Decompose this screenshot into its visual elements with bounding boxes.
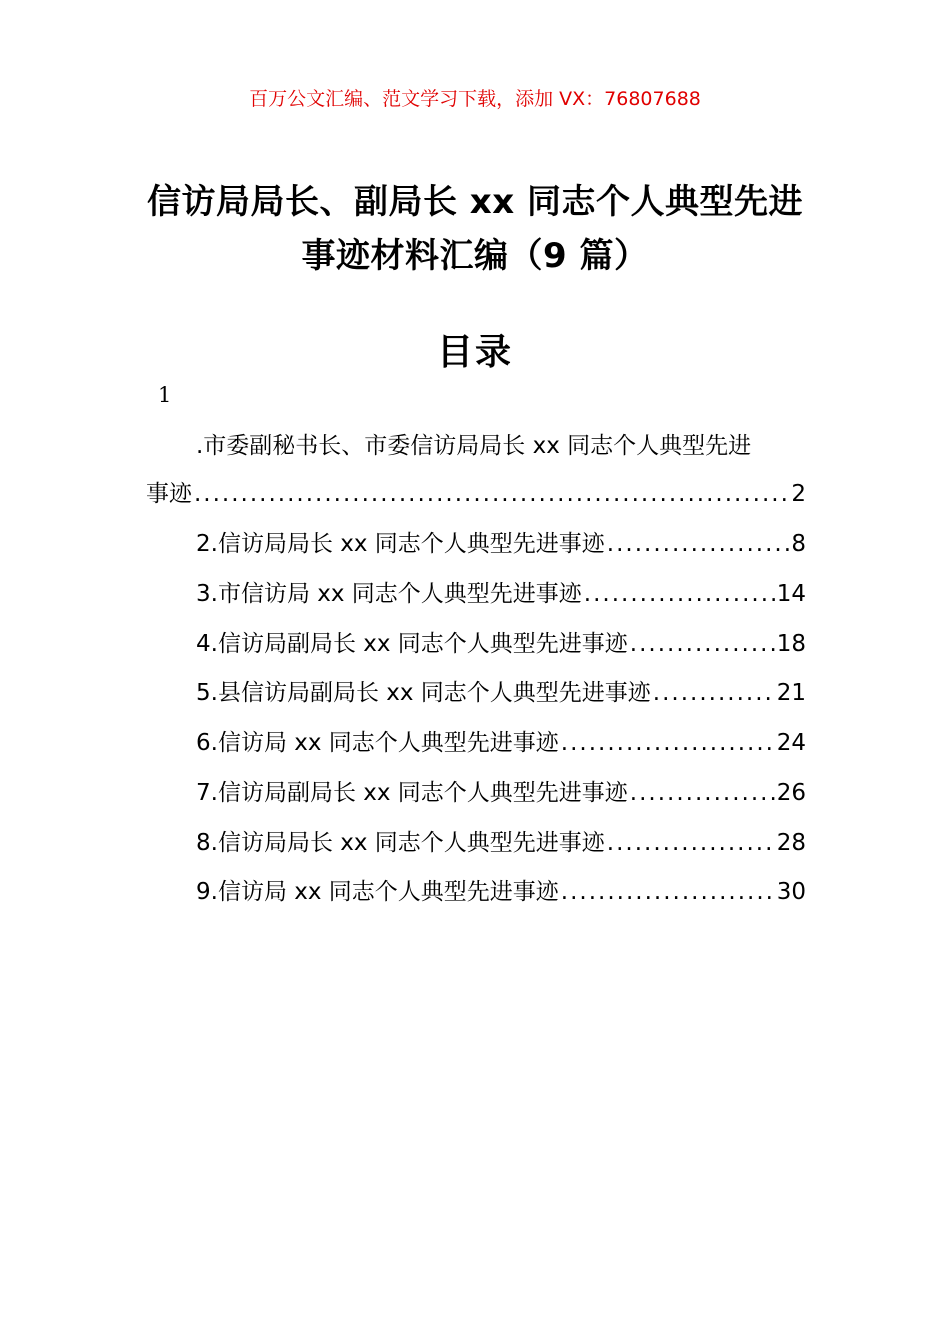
toc-entry-text: 9.信访局 xx 同志个人典型先进事迹	[196, 879, 559, 905]
toc-page-number: 18	[776, 631, 806, 657]
toc-leader-dots	[653, 675, 775, 711]
toc-leader-dots	[607, 526, 790, 562]
toc-entry-4[interactable]	[196, 626, 806, 662]
toc-heading: 目录	[436, 332, 513, 373]
toc-page-number: 2	[791, 481, 806, 507]
toc-entry-text: 6.信访局 xx 同志个人典型先进事迹	[196, 730, 559, 756]
toc-page-number: 26	[776, 780, 806, 806]
toc-leader-dots	[630, 775, 775, 811]
toc-leader-dots	[630, 626, 775, 662]
toc-leader-dots	[561, 725, 775, 761]
toc-entry-6[interactable]	[196, 725, 806, 761]
toc-entry-text: 事迹	[146, 481, 192, 507]
toc-entry-text: 3.市信访局 xx 同志个人典型先进事迹	[196, 581, 582, 607]
toc-page-number: 21	[776, 680, 806, 706]
header-note: 百万公文汇编、范文学习下载，添加 VX：76807688	[249, 88, 701, 110]
toc-page-number: 28	[776, 830, 806, 856]
toc-entry-3[interactable]	[196, 576, 806, 612]
toc-leader-dots	[194, 476, 789, 512]
toc-entry-9[interactable]	[196, 874, 806, 910]
toc-entry-7[interactable]	[196, 775, 806, 811]
toc-leader-dots	[584, 576, 775, 612]
toc-page-number: 14	[776, 581, 806, 607]
toc-page-number: 30	[776, 879, 806, 905]
toc-leader-dots	[561, 874, 775, 910]
toc-entry-1[interactable]	[146, 476, 806, 512]
toc-entry-1-first-line[interactable]: .市委副秘书长、市委信访局局长 xx 同志个人典型先进	[196, 433, 752, 459]
document-title-line-2: 事迹材料汇编（9 篇）	[301, 236, 649, 276]
stray-number: 1	[158, 383, 172, 407]
toc-entry-text: 7.信访局副局长 xx 同志个人典型先进事迹	[196, 780, 628, 806]
toc-entry-text: 8.信访局局长 xx 同志个人典型先进事迹	[196, 830, 605, 856]
toc-entry-text: 4.信访局副局长 xx 同志个人典型先进事迹	[196, 631, 628, 657]
toc-entry-8[interactable]	[196, 825, 806, 861]
toc-page-number: 24	[776, 730, 806, 756]
toc-entry-text: 2.信访局局长 xx 同志个人典型先进事迹	[196, 531, 605, 557]
toc-entry-5[interactable]	[196, 675, 806, 711]
toc-entry-2[interactable]	[196, 526, 806, 562]
toc-entry-text: 5.县信访局副局长 xx 同志个人典型先进事迹	[196, 680, 651, 706]
document-title-line-1: 信访局局长、副局长 xx 同志个人典型先进	[146, 182, 804, 222]
toc-leader-dots	[607, 825, 775, 861]
toc-page-number: 8	[791, 531, 806, 557]
